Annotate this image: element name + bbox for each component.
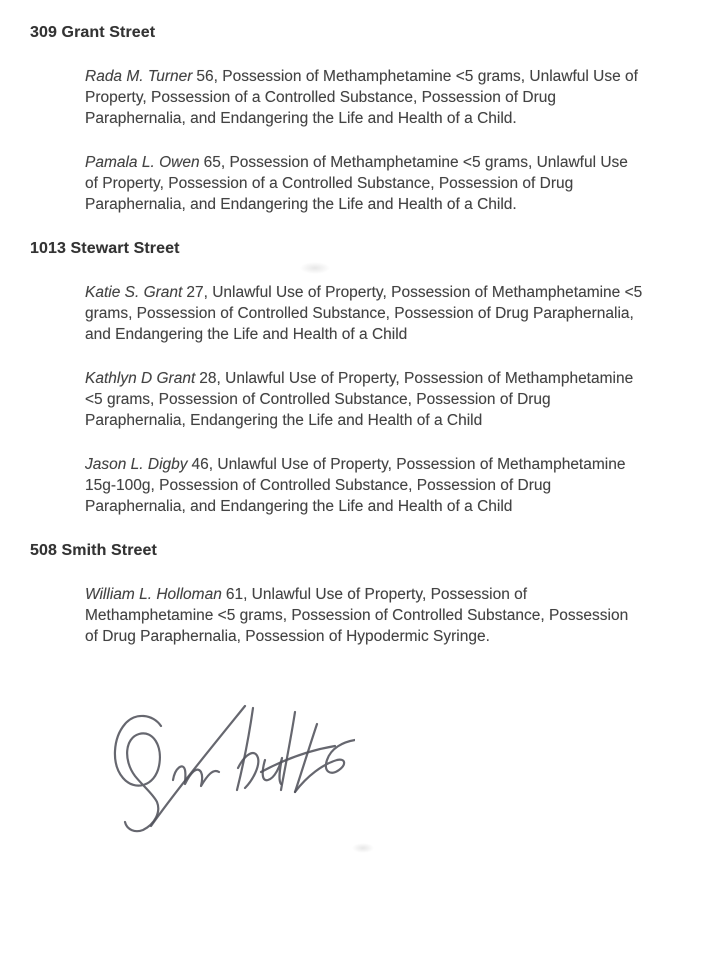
entry-charges-text: of Property, Possession of a Controlled Substance, Possession of Drug: [85, 175, 574, 192]
entry-charges-text: 15g-100g, Possession of Controlled Substance, Possession of Drug: [85, 477, 552, 494]
entry-charges-text: Paraphernalia, Endangering the Life and Health of a Child: [85, 412, 483, 429]
arrest-entry: [85, 66, 700, 129]
entry-line: [85, 368, 700, 389]
entry-line: [85, 66, 700, 87]
entry-charges-text: and Endangering the Life and Health of a Child: [85, 326, 408, 343]
person-name: Rada M. Turner: [85, 68, 193, 85]
handwritten-signature: [95, 688, 355, 838]
entry-charges-text: Methamphetamine <5 grams, Possession of Controlled Substance, Possession: [85, 607, 629, 624]
entry-charges-text: 56, Possession of Methamphetamine <5 grams, Unlawful Use of: [196, 68, 638, 85]
entry-charges-text: <5 grams, Possession of Controlled Substance, Possession of Drug: [85, 391, 551, 408]
entry-charges-text: 65, Possession of Methamphetamine <5 grams, Unlawful Use: [203, 154, 628, 171]
address-section: [30, 238, 700, 517]
entry-charges-text: Paraphernalia, and Endangering the Life and Health of a Child: [85, 498, 513, 515]
address-heading: 309 Grant Street: [30, 24, 156, 41]
entry-charges-text: Paraphernalia, and Endangering the Life and Health of a Child.: [85, 196, 517, 213]
entry-line: [85, 282, 700, 303]
arrest-entry: [85, 368, 700, 431]
scan-artifact: [352, 843, 374, 853]
person-name: Katie S. Grant: [85, 284, 183, 301]
address-section: [30, 22, 700, 215]
arrest-entry: [85, 454, 700, 517]
person-name: Kathlyn D Grant: [85, 370, 196, 387]
person-name: Jason L. Digby: [85, 456, 188, 473]
arrest-entry: [85, 282, 700, 345]
entry-line: [85, 454, 700, 475]
entry-line: [85, 584, 700, 605]
address-heading: 1013 Stewart Street: [30, 240, 180, 257]
entry-charges-text: Property, Possession of a Controlled Substance, Possession of Drug: [85, 89, 556, 106]
signature-ink-strokes: [95, 688, 355, 838]
entry-charges-text: grams, Possession of Controlled Substance, Possession of Drug Paraphernalia,: [85, 305, 634, 322]
entry-charges-text: 61, Unlawful Use of Property, Possession of: [225, 586, 528, 603]
arrest-entry: [85, 584, 700, 647]
entry-charges-text: of Drug Paraphernalia, Possession of Hypodermic Syringe.: [85, 628, 490, 645]
person-name: Pamala L. Owen: [85, 154, 200, 171]
entry-charges-text: Paraphernalia, and Endangering the Life and Health of a Child.: [85, 110, 517, 127]
address-section: [30, 540, 700, 647]
arrest-entry: [85, 152, 700, 215]
entry-charges-text: 46, Unlawful Use of Property, Possession of Methamphetamine: [191, 456, 626, 473]
person-name: William L. Holloman: [85, 586, 222, 603]
entry-charges-text: 27, Unlawful Use of Property, Possession of Methamphetamine <5: [186, 284, 643, 301]
entry-line: [85, 152, 700, 173]
entry-charges-text: 28, Unlawful Use of Property, Possession of Methamphetamine: [199, 370, 634, 387]
address-heading: 508 Smith Street: [30, 542, 157, 559]
